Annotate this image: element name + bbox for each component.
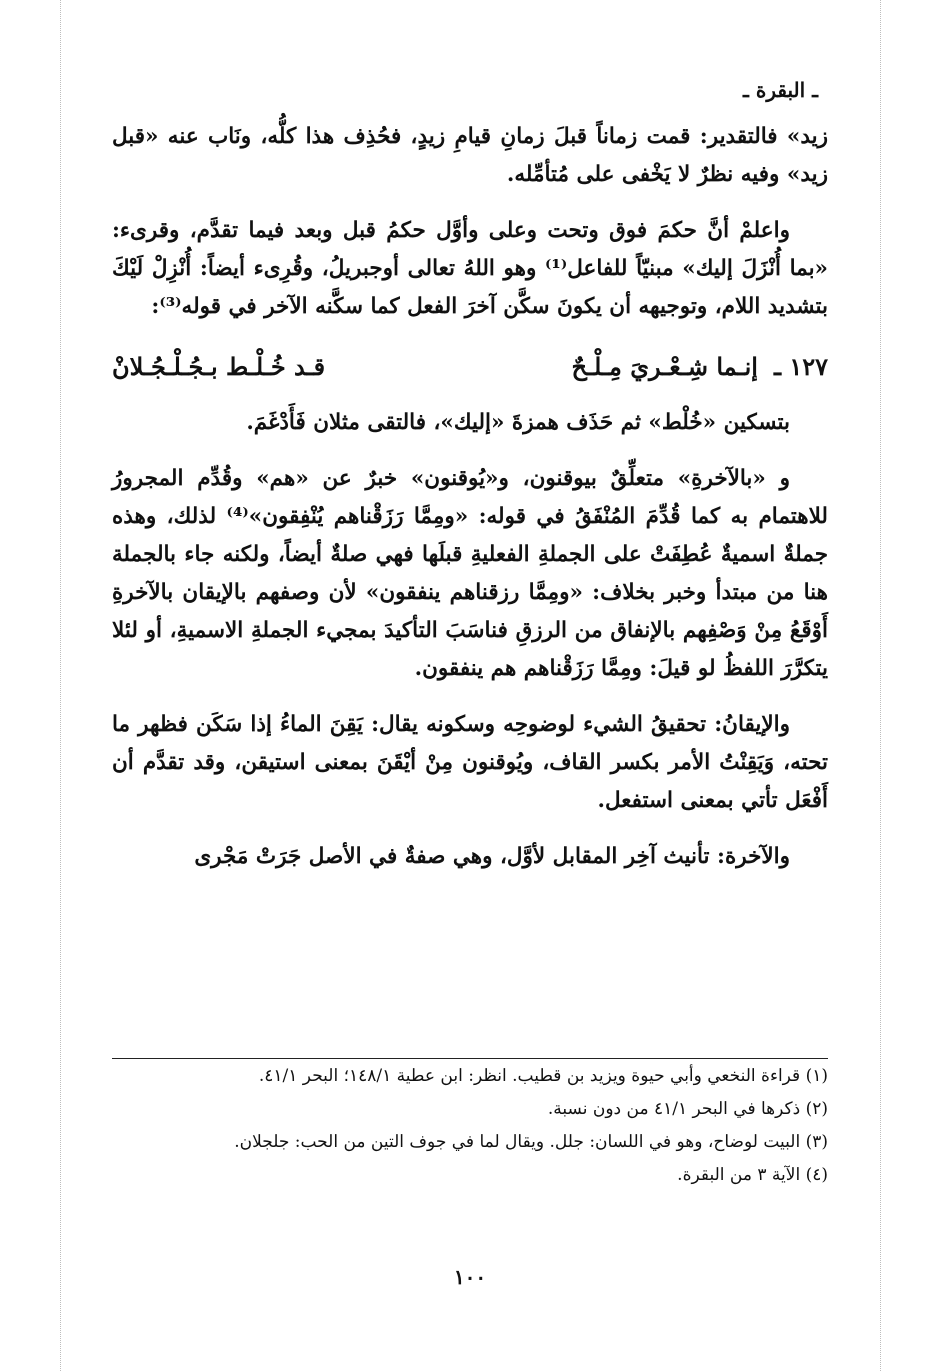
poetry-verse xyxy=(112,344,828,390)
footnote: (١) قراءة النخعي وأبي حيوة ويزيد بن قطيب. انظر: ابن عطية ١٤٨/١؛ البحر ٤١/١. xyxy=(258,1066,828,1086)
paragraph: بتسكين «خُلْط» ثم حَذَف همزةَ «إليك»، فالتقى مثلان فَأَدْغَمَ. xyxy=(246,410,790,435)
verse-number: ١٢٧ ـ xyxy=(773,352,828,381)
page-margin-guide xyxy=(880,0,881,1371)
footnote: (٢) ذكرها في البحر ٤١/١ من دون نسبة. xyxy=(547,1099,828,1119)
paragraph: و «بالآخرةِ» متعلِّقٌ بيوقنون، و«يُوقنون» خبرٌ عن «هم» وقُدِّم المجرورُ للاهتمام به كما قُدِّمَ المُنْفَقُ في قوله: «ومِمَّا رَزَقْناهم يُنْفِقون»⁽⁴⁾ لذلك، وهذه جملةٌ اسميةٌ عُطِفَتْ على الجملةِ الفعليةِ قبلَها فهي صلةٌ أيضاً، ولكنه جاء بالجملة هنا من مبتدأ وخبر بخلاف: «ومِمَّا رزقناهم ينفقون» لأن وصفهم بالإيقان بالآخرةِ أَوْقَعُ مِنْ وَصْفِهم بالإنفاق من الرزقِ فناسَبَ التأكيدَ بمجيء الجملةِ الاسميةِ، أو لئلا يتكرَّرَ اللفظُ لو قيلَ: ومِمَّا رَزَقْناهم هم ينفقون. xyxy=(112,466,828,681)
footnote: (٣) البيت لوضاح، وهو في اللسان: جلل. ويقال لما في جوف التين من الحب: جلجلان. xyxy=(234,1132,828,1152)
page-number: ١٠٠ xyxy=(453,1265,487,1289)
paragraph: والآخرة: تأنيث آخِر المقابل لأوَّل، وهي صفةٌ في الأصل جَرَتْ مَجْرى xyxy=(194,844,790,869)
main-text xyxy=(112,118,828,894)
footnote-divider xyxy=(112,1058,828,1059)
page-margin-guide xyxy=(60,0,61,1371)
verse-second-hemistich: قـد خُـلْـط بـجُـلْـجُـلانْ xyxy=(112,352,326,381)
footnotes xyxy=(112,1060,828,1192)
paragraph: زيد» فالتقدير: قمت زماناً قبلَ زمانِ قيامِ زيدٍ، فحُذِف هذا كلُّه، ونَاب عنه «قبل زيد» وفيه نظرٌ لا يَخْفى على مُتأمِّله. xyxy=(112,124,828,187)
running-head: ـ البقرة ـ xyxy=(743,78,818,102)
paragraph: واعلمْ أنَّ حكمَ فوق وتحت وعلى وأوَّل حكمُ قبل وبعد فيما تقدَّم، وقرىء: «بما أُنْزَلَ إليك» مبنيّاً للفاعل⁽¹⁾ وهو اللهُ تعالى أوجبريلُ، وقُرِىء أيضاً: أُنْزِلْ لَيْكَ بتشديد اللام، وتوجيهه أن يكونَ سكَّن آخرَ الفعل كما سكَّنه الآخر في قوله⁽³⁾: xyxy=(112,218,828,319)
paragraph: والإيقانُ: تحقيقُ الشيء لوضوحِه وسكونه يقال: يَقِنَ الماءُ إذا سَكَن فظهر ما تحته، وَيَقِنْتُ الأمر بكسر القاف، ويُوقنون مِنْ أيْقَنَ بمعنى استيقن، وقد تقدَّم أن أَفْعَل تأتي بمعنى استفعل. xyxy=(112,712,828,813)
footnote: (٤) الآية ٣ من البقرة. xyxy=(677,1165,828,1185)
verse-first-hemistich: إنـما شِـعْـريَ مِـلْـحٌ xyxy=(571,352,758,381)
